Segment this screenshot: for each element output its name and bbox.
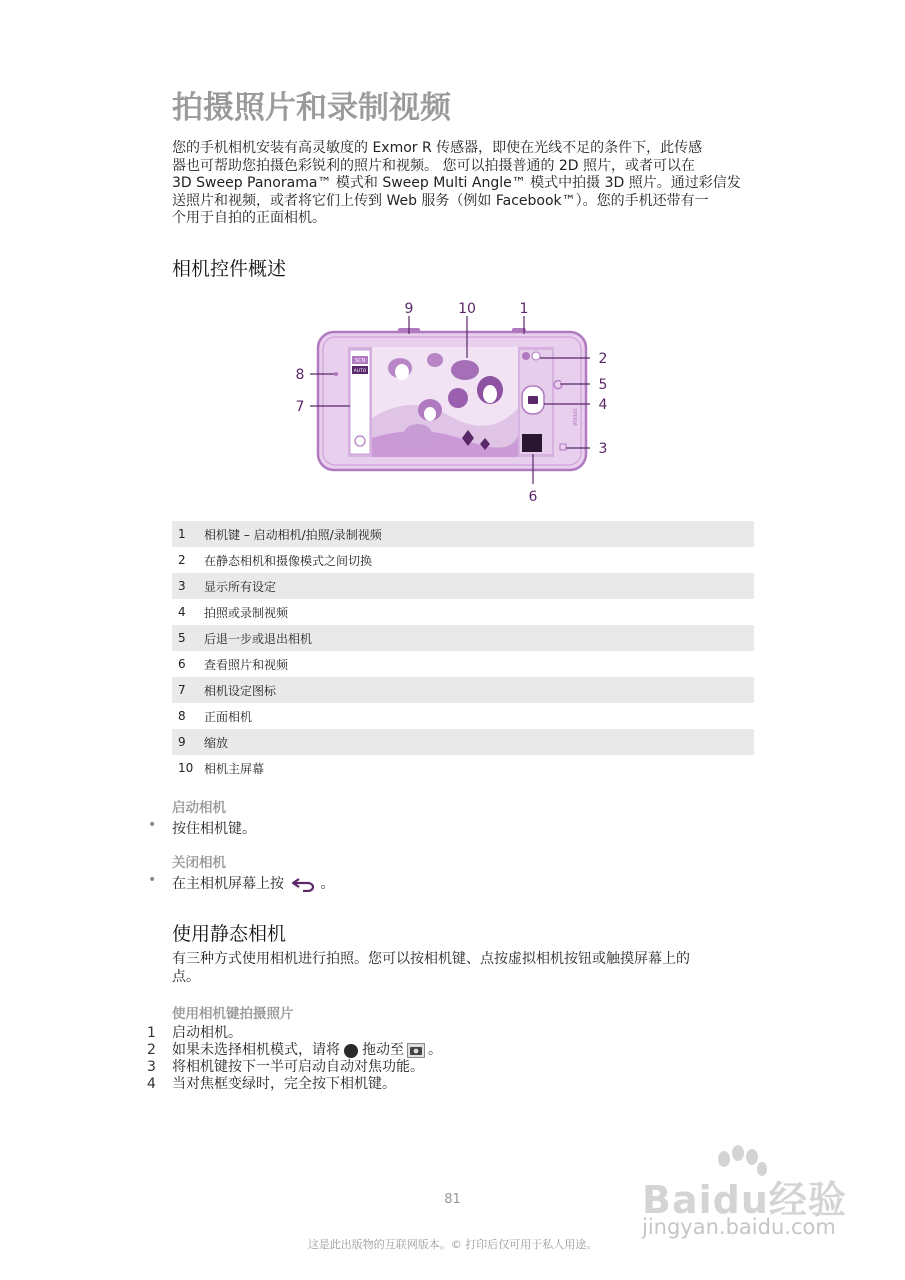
callout-2: 2 <box>598 351 608 367</box>
brand-label: XPERIA <box>571 408 577 426</box>
legend-row <box>172 547 754 573</box>
still-camera-paragraph <box>172 951 752 986</box>
legend-text: 在静态相机和摄像模式之间切换 <box>204 553 373 568</box>
close-camera-heading: 关闭相机 <box>172 855 226 871</box>
drag-handle-icon <box>343 1043 359 1059</box>
callout-1: 1 <box>519 301 529 317</box>
legend-table <box>172 521 754 781</box>
callout-10: 10 <box>458 301 476 317</box>
step-text-middle: 拖动至 <box>362 1042 404 1058</box>
step-item <box>147 1059 442 1076</box>
step-num: 3 <box>147 1059 156 1075</box>
legend-row <box>172 755 754 781</box>
legend-row <box>172 599 754 625</box>
callout-6: 6 <box>528 489 538 505</box>
section-heading-overview: 相机控件概述 <box>172 258 287 280</box>
callout-7: 7 <box>295 399 305 415</box>
legend-text: 查看照片和视频 <box>204 657 289 672</box>
front-camera <box>334 372 338 376</box>
bullet-dot: • <box>148 817 157 833</box>
steps-list <box>147 1025 442 1093</box>
intro-line: 送照片和视频，或者将它们上传到 Web 服务（例如 Facebook™）。您的手机还带有一 <box>172 192 709 209</box>
bullet-dot: • <box>148 872 157 888</box>
legend-num: 3 <box>178 579 186 593</box>
intro-line: 您的手机相机安装有高灵敏度的 Exmor R 传感器，即使在光线不足的条件下，此传感 <box>172 140 703 156</box>
still-line: 点。 <box>172 968 200 985</box>
legend-row <box>172 703 754 729</box>
watermark-url: jingyan.baidu.com <box>642 1215 836 1239</box>
still-line: 有三种方式使用相机进行拍照。您可以按相机键、点按虚拟相机按钮或触摸屏幕上的 <box>172 951 690 967</box>
intro-paragraph <box>172 140 762 228</box>
step-num: 2 <box>147 1042 156 1058</box>
step-item <box>147 1076 442 1093</box>
legend-num: 6 <box>178 657 186 671</box>
footer-note: 这是此出版物的互联网版本。© 打印后仅可用于私人用途。 <box>307 1238 598 1251</box>
camera-controls-figure <box>290 298 620 508</box>
callout-3: 3 <box>598 441 608 457</box>
step-text: 将相机键按下一半可启动自动对焦功能。 <box>172 1059 424 1075</box>
legend-text: 相机键 – 启动相机/拍照/录制视频 <box>204 527 382 542</box>
legend-text: 相机主屏幕 <box>204 761 265 776</box>
watermark-logo-text: Baidu经验 <box>642 1178 847 1222</box>
step-text: 当对焦框变绿时，完全按下相机键。 <box>172 1076 396 1092</box>
legend-num: 7 <box>178 683 186 697</box>
intro-line: 个用于自拍的正面相机。 <box>172 210 326 226</box>
thumbnail <box>522 434 542 452</box>
legend-row <box>172 521 754 547</box>
legend-text: 相机设定图标 <box>204 683 277 698</box>
legend-num: 1 <box>178 527 186 541</box>
page-number: 81 <box>444 1192 461 1207</box>
bullet-text: 在主相机屏幕上按 <box>172 876 284 892</box>
legend-row <box>172 573 754 599</box>
start-camera-heading: 启动相机 <box>172 800 226 816</box>
callout-5: 5 <box>598 377 608 393</box>
bullet-text: 按住相机键。 <box>172 821 256 837</box>
bullet-suffix: 。 <box>320 876 335 892</box>
step-num: 4 <box>147 1076 156 1092</box>
legend-text: 后退一步或退出相机 <box>204 631 313 646</box>
step-item <box>147 1042 442 1059</box>
back-arrow-icon <box>291 876 317 892</box>
legend-num: 10 <box>178 761 194 775</box>
legend-num: 4 <box>178 605 186 619</box>
step-text: 启动相机。 <box>172 1025 242 1041</box>
legend-text: 缩放 <box>204 735 229 750</box>
legend-num: 5 <box>178 631 186 645</box>
legend-text: 正面相机 <box>204 709 253 724</box>
start-camera-bullet <box>148 817 256 838</box>
legend-text: 拍照或录制视频 <box>204 605 289 620</box>
legend-num: 8 <box>178 709 186 723</box>
baidu-watermark <box>640 1145 870 1250</box>
camera-mode-icon <box>407 1043 425 1058</box>
legend-row <box>172 625 754 651</box>
scn-label: SCN <box>354 358 366 364</box>
legend-row <box>172 651 754 677</box>
camera-key-heading: 使用相机键拍摄照片 <box>172 1006 294 1022</box>
callout-8: 8 <box>295 367 305 383</box>
section-heading-still-camera: 使用静态相机 <box>172 923 287 945</box>
step-text-prefix: 如果未选择相机模式，请将 <box>172 1042 340 1058</box>
intro-line: 器也可帮助您拍摄色彩锐利的照片和视频。 您可以拍摄普通的 2D 照片，或者可以在 <box>172 157 696 174</box>
settings-panel <box>350 350 370 454</box>
intro-line: 3D Sweep Panorama™ 模式和 Sweep Multi Angle™ 模式中拍摄 3D 照片。通过彩信发 <box>172 175 741 191</box>
callout-9: 9 <box>404 301 414 317</box>
step-num: 1 <box>147 1025 156 1041</box>
legend-text: 显示所有设定 <box>204 579 277 594</box>
auto-label: AUTO <box>353 369 367 374</box>
page-title: 拍摄照片和录制视频 <box>172 90 451 126</box>
step-text-suffix: 。 <box>428 1042 442 1058</box>
callout-4: 4 <box>598 397 608 413</box>
legend-num: 2 <box>178 553 186 567</box>
legend-row <box>172 729 754 755</box>
step-item <box>147 1025 442 1042</box>
close-camera-bullet <box>148 872 335 893</box>
legend-row <box>172 677 754 703</box>
legend-num: 9 <box>178 735 186 749</box>
